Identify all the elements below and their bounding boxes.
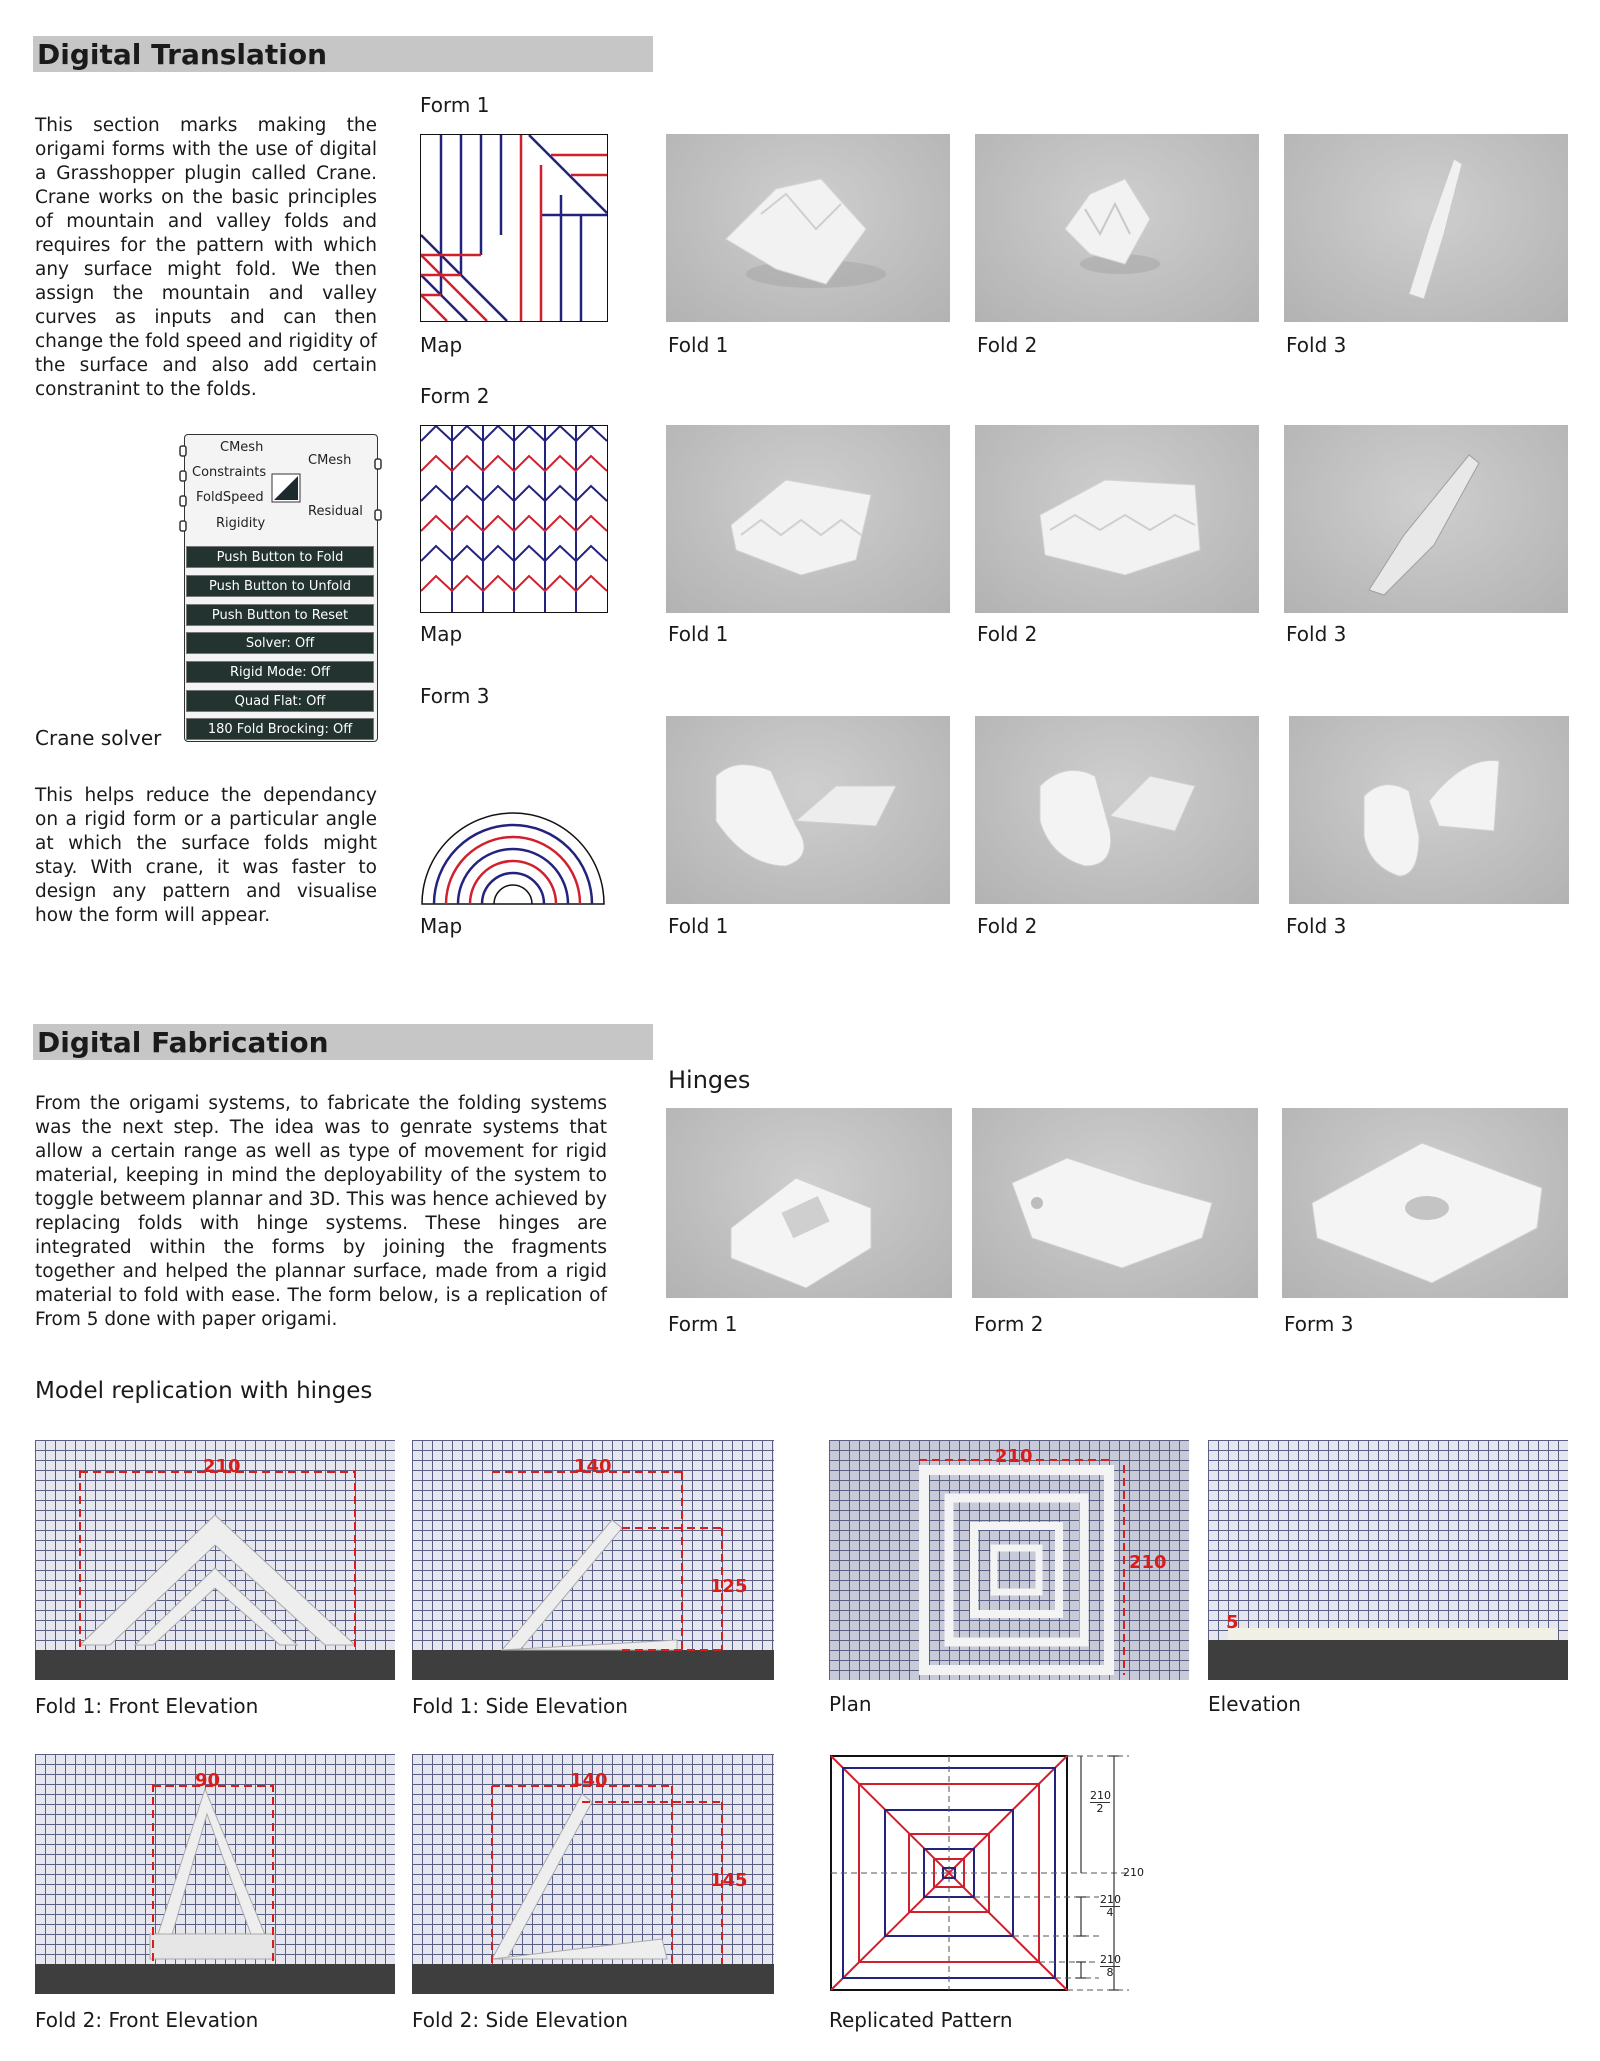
hinge-form2-caption: Form 2	[974, 1312, 1044, 1336]
solver-output-residual: Residual	[308, 504, 363, 519]
form2-crease-map	[420, 425, 608, 613]
dim-label: 140	[570, 1770, 608, 1791]
dim-label: 210	[1129, 1552, 1167, 1573]
fold2-front-caption: Fold 2: Front Elevation	[35, 2008, 259, 2032]
crane-icon	[272, 474, 300, 502]
form3-fold2-caption: Fold 2	[977, 914, 1038, 938]
frac-den: 4	[1106, 1906, 1114, 1919]
push-to-fold-button[interactable]: Push Button to Fold	[186, 546, 374, 568]
form1-fold3-render	[1284, 134, 1568, 322]
elevation-photo	[1208, 1440, 1568, 1680]
rigid-mode-toggle[interactable]: Rigid Mode: Off	[186, 661, 374, 683]
quad-flat-toggle[interactable]: Quad Flat: Off	[186, 690, 374, 712]
frac-num: 210	[1100, 1953, 1121, 1966]
form2-fold2-render	[975, 425, 1259, 613]
dim-label: 145	[710, 1870, 748, 1891]
fold1-front-caption: Fold 1: Front Elevation	[35, 1694, 259, 1718]
plan-caption: Plan	[829, 1692, 872, 1716]
frac-num: 210	[1100, 1893, 1121, 1906]
frac-den: 2	[1096, 1802, 1104, 1815]
form3-fold3-render	[1289, 716, 1569, 904]
fold-blocking-toggle[interactable]: 180 Fold Brocking: Off	[186, 718, 374, 740]
hinge-form1-caption: Form 1	[668, 1312, 738, 1336]
section-heading-fabrication: Digital Fabrication	[33, 1024, 653, 1060]
plan-photo	[829, 1440, 1189, 1680]
elevation-caption: Elevation	[1208, 1692, 1301, 1716]
fold2-side-photo	[412, 1754, 774, 1994]
form2-fold2-caption: Fold 2	[977, 622, 1038, 646]
fold1-side-caption: Fold 1: Side Elevation	[412, 1694, 628, 1718]
form2-fold3-caption: Fold 3	[1286, 622, 1347, 646]
fold1-front-photo	[35, 1440, 395, 1680]
hinge-form3-render	[1282, 1108, 1568, 1298]
form1-fold1-caption: Fold 1	[668, 333, 729, 357]
form1-fold2-render	[975, 134, 1259, 322]
solver-input-foldspeed: FoldSpeed	[196, 490, 264, 505]
dim-label: 125	[710, 1576, 748, 1597]
form3-fold1-caption: Fold 1	[668, 914, 729, 938]
model-title: Model replication with hinges	[35, 1378, 373, 1404]
fold2-side-caption: Fold 2: Side Elevation	[412, 2008, 628, 2032]
form2-fold1-render	[666, 425, 950, 613]
pattern-dim-total: 210	[1123, 1866, 1144, 1879]
solver-input-constraints: Constraints	[192, 465, 267, 480]
form2-title: Form 2	[420, 384, 490, 408]
frac-den: 8	[1106, 1966, 1114, 1979]
form3-fold3-caption: Fold 3	[1286, 914, 1347, 938]
form1-fold1-render	[666, 134, 950, 322]
solver-toggle[interactable]: Solver: Off	[186, 632, 374, 654]
form2-map-label: Map	[420, 622, 463, 646]
form3-title: Form 3	[420, 684, 490, 708]
solver-caption: Crane solver	[35, 726, 162, 750]
form1-crease-map	[420, 134, 608, 322]
dim-label: 210	[995, 1446, 1033, 1467]
push-to-unfold-button[interactable]: Push Button to Unfold	[186, 575, 374, 597]
form3-fold1-render	[666, 716, 950, 904]
dim-label: 140	[574, 1456, 612, 1477]
pattern-dim-half	[1090, 1790, 1110, 1815]
fabrication-text: From the origami systems, to fabricate the folding systems was the next step. The idea was to genrate systems that allow a certain range as well as type of movement for rigid material, keeping in mind the deployability of the system to toggle betweem plannar and 3D. This was hence achieved by replacing folds with hinge systems. These hinges are integrated within the forms by joining the fragments together and helped the plannar surface, made from a rigid material to fold with ease. The form below, is a replication of From 5 done with paper origami.	[35, 1093, 607, 1330]
pattern-caption: Replicated Pattern	[829, 2008, 1013, 2032]
form1-fold2-caption: Fold 2	[977, 333, 1038, 357]
form3-fold2-render	[975, 716, 1259, 904]
hinge-form2-render	[972, 1108, 1258, 1298]
solver-input-rigidity: Rigidity	[216, 516, 266, 531]
solver-text: This helps reduce the dependancy on a rigid form or a particular angle at which the surface folds might stay. With crane, it was faster to design any pattern and visualise how the form will appear.	[35, 785, 377, 926]
fold2-front-photo	[35, 1754, 395, 1994]
dim-label: 210	[203, 1456, 241, 1477]
dim-label: 90	[195, 1770, 221, 1791]
solver-input-cmesh: CMesh	[220, 440, 264, 455]
form3-crease-map	[420, 810, 606, 906]
hinges-title: Hinges	[668, 1066, 751, 1094]
push-to-reset-button[interactable]: Push Button to Reset	[186, 604, 374, 626]
pattern-dim-quarter	[1100, 1894, 1120, 1919]
form1-map-label: Map	[420, 333, 463, 357]
fold1-side-photo	[412, 1440, 774, 1680]
form1-fold3-caption: Fold 3	[1286, 333, 1347, 357]
section-heading-translation: Digital Translation	[33, 36, 653, 72]
hinge-form3-caption: Form 3	[1284, 1312, 1354, 1336]
translation-intro: This section marks making the origami forms with the use of digital a Grasshopper plugin called Crane. Crane works on the basic principles of mountain and valley folds and requires for the pattern with which any surface might fold. We then assign the mountain and valley curves as inputs and can then change the fold speed and rigidity of the surface and also add certain constranint to the folds.	[35, 115, 377, 400]
frac-num: 210	[1090, 1789, 1111, 1802]
form1-title: Form 1	[420, 93, 490, 117]
pattern-dim-eighth	[1100, 1954, 1120, 1979]
form2-fold3-render	[1284, 425, 1568, 613]
form3-map-label: Map	[420, 914, 463, 938]
form2-fold1-caption: Fold 1	[668, 622, 729, 646]
hinge-form1-render	[666, 1108, 952, 1298]
dim-label: 5	[1226, 1612, 1239, 1633]
solver-output-cmesh: CMesh	[308, 453, 352, 468]
